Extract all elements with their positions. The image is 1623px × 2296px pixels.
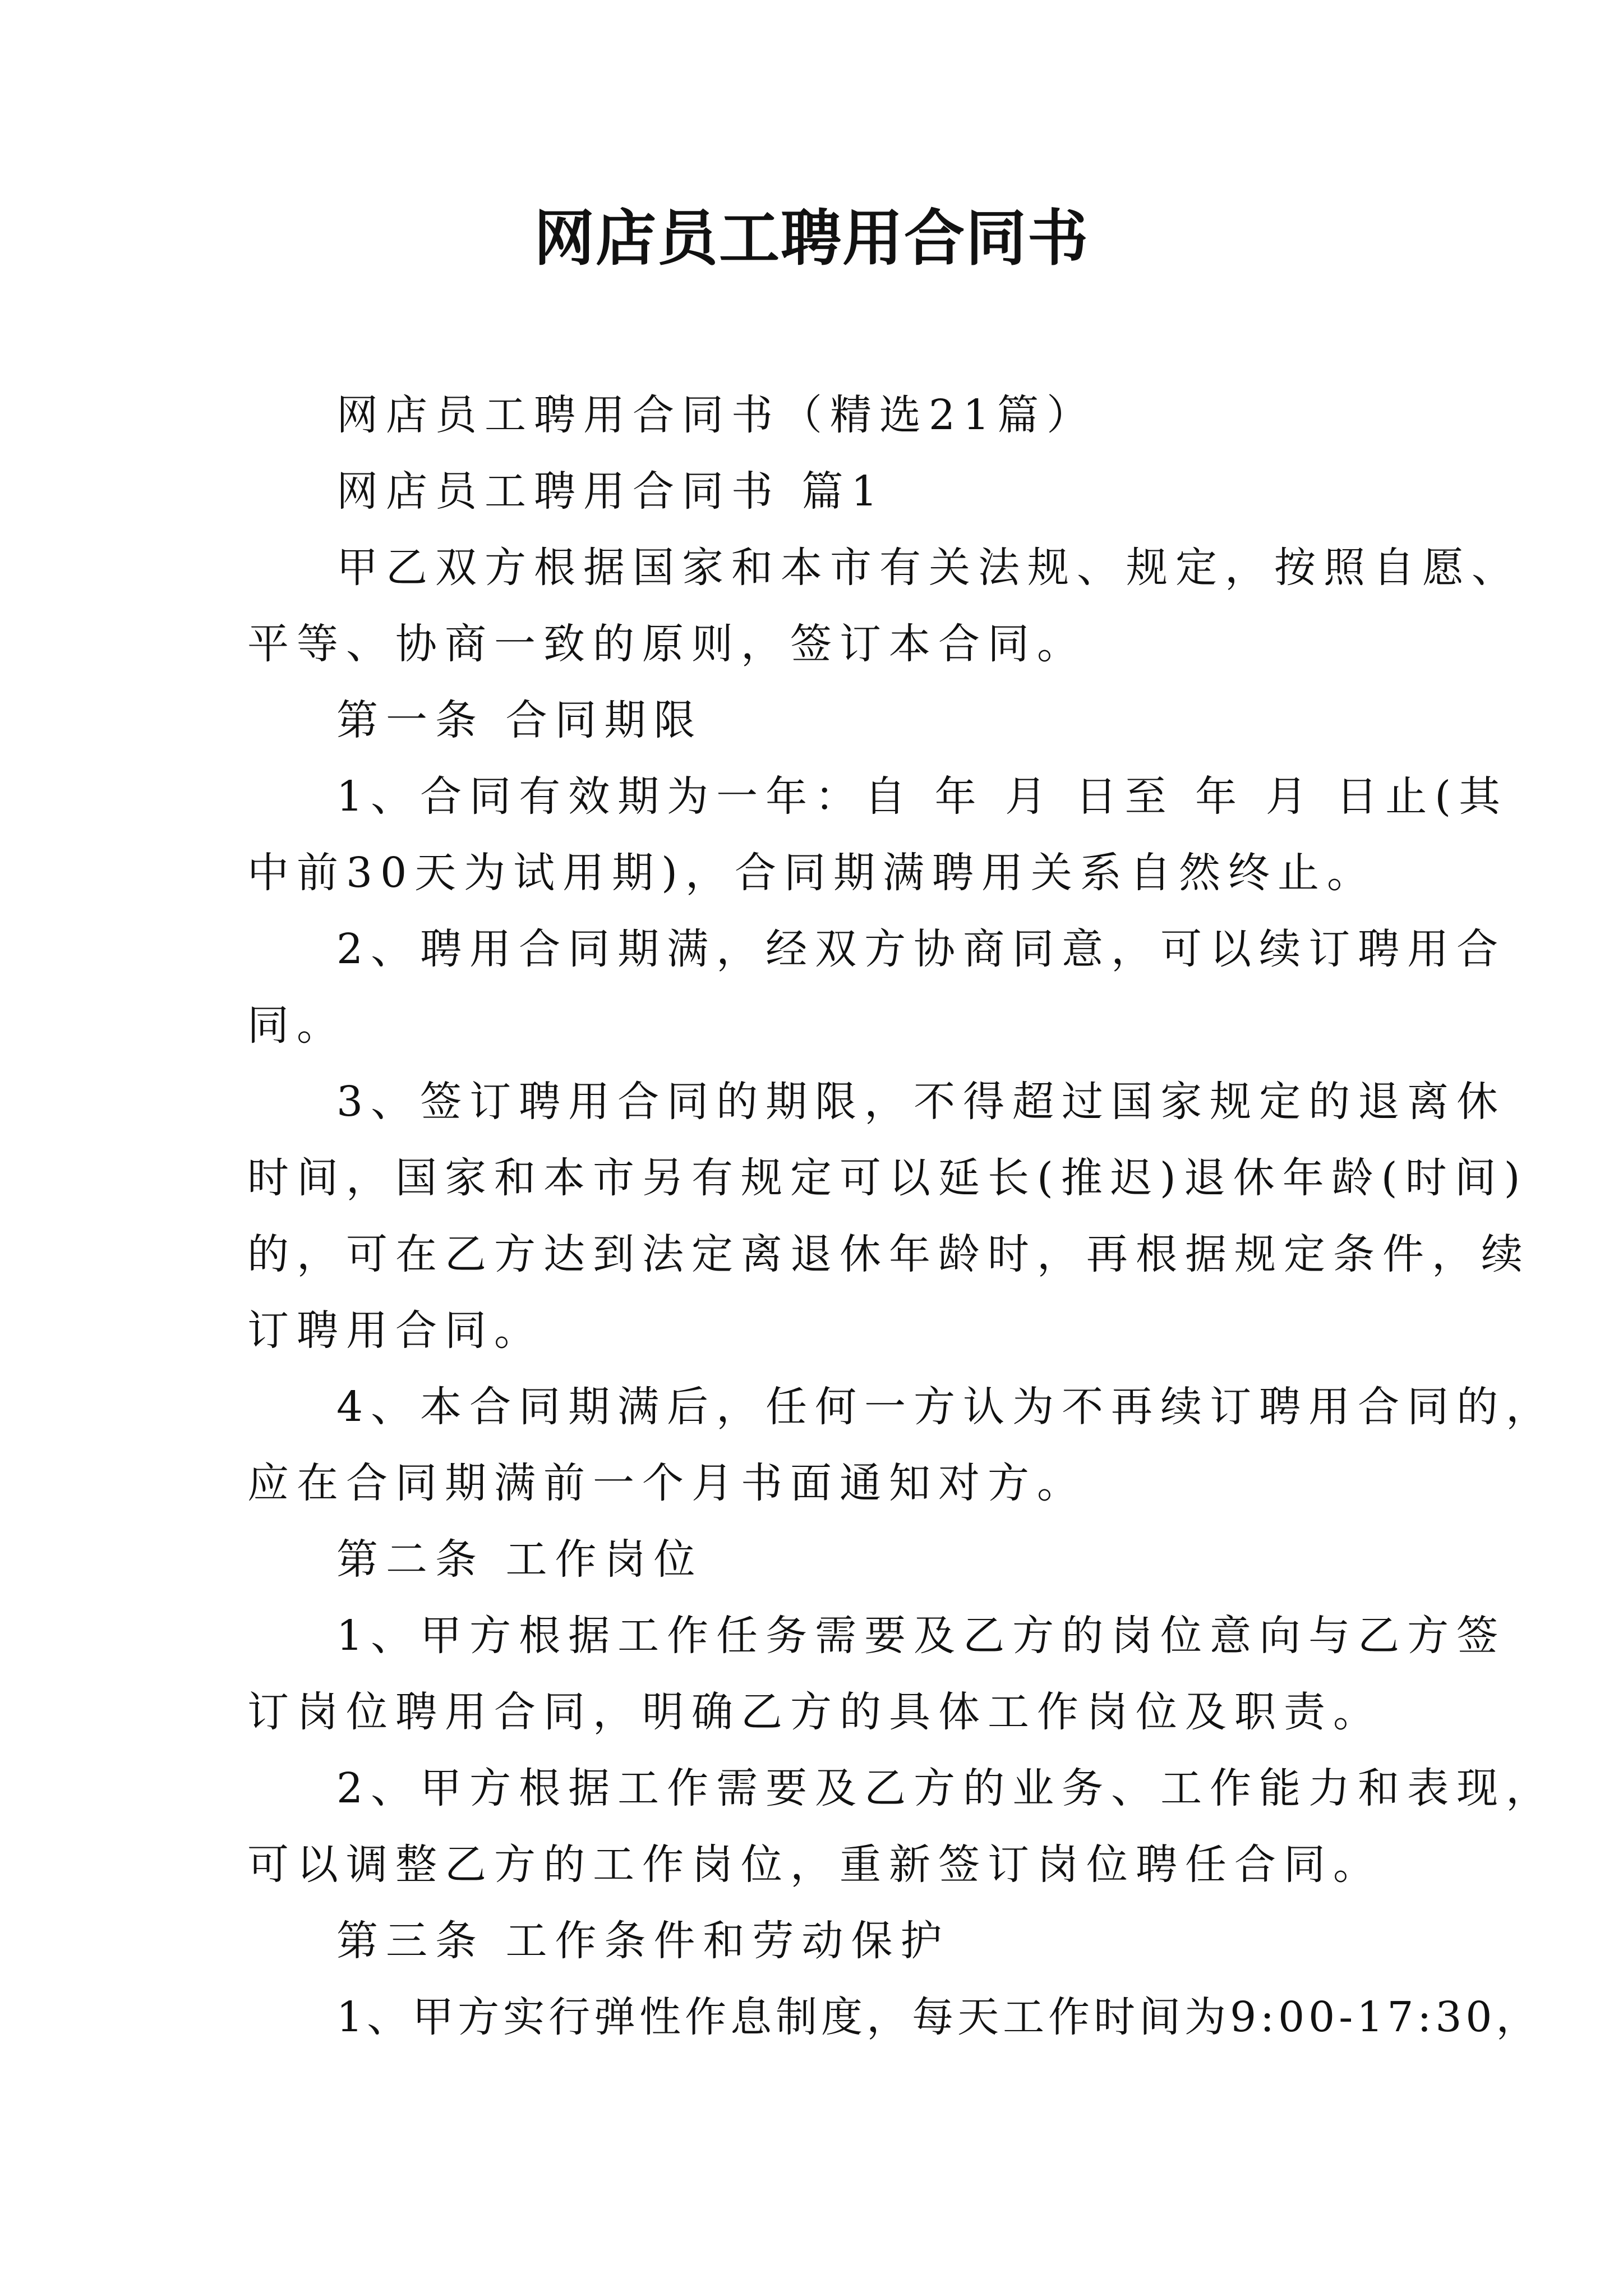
- paragraph-line: 2、甲方根据工作需要及乙方的业务、工作能力和表现，: [336, 1764, 1556, 1812]
- article-heading-3: 第三条 工作条件和劳动保护: [336, 1917, 950, 1965]
- subtitle-line: 网店员工聘用合同书（精选21篇）: [336, 391, 1096, 439]
- paragraph-line: 平等、协商一致的原则，签订本合同。: [247, 620, 1086, 668]
- paragraph-line: 应在合同期满前一个月书面通知对方。: [247, 1459, 1086, 1507]
- article-heading-1: 第一条 合同期限: [336, 696, 703, 744]
- paragraph-line: 甲乙双方根据国家和本市有关法规、规定，按照自愿、: [336, 544, 1521, 592]
- paragraph-line: 2、聘用合同期满，经双方协商同意，可以续订聘用合: [336, 925, 1506, 973]
- paragraph-line: 的，可在乙方达到法定离退休年龄时，再根据规定条件，续: [247, 1230, 1530, 1278]
- paragraph-line: 时间，国家和本市另有规定可以延长(推迟)退休年龄(时间): [247, 1154, 1528, 1202]
- article-heading-2: 第二条 工作岗位: [336, 1535, 703, 1584]
- paragraph-line: 订岗位聘用合同，明确乙方的具体工作岗位及职责。: [247, 1688, 1382, 1736]
- paragraph-line: 同。: [247, 1001, 346, 1050]
- paragraph-line: 1、甲方根据工作任务需要及乙方的岗位意向与乙方签: [336, 1612, 1506, 1660]
- paragraph-line: 4、本合同期满后，任何一方认为不再续订聘用合同的，: [336, 1383, 1556, 1431]
- paragraph-line: 3、签订聘用合同的期限，不得超过国家规定的退离休: [336, 1078, 1506, 1126]
- paragraph-line: 中前30天为试用期)，合同期满聘用关系自然终止。: [247, 849, 1377, 897]
- paragraph-line: 1、甲方实行弹性作息制度，每天工作时间为9:00-17:30，: [336, 1993, 1542, 2041]
- paragraph-line: 可以调整乙方的工作岗位，重新签订岗位聘任合同。: [247, 1841, 1382, 1889]
- document-title: 网店员工聘用合同书: [533, 203, 1089, 274]
- paragraph-line: 订聘用合同。: [247, 1306, 543, 1355]
- paragraph-line: 1、合同有效期为一年：自 年 月 日至 年 月 日止(其: [336, 772, 1509, 821]
- section-heading-1: 网店员工聘用合同书 篇1: [336, 467, 886, 516]
